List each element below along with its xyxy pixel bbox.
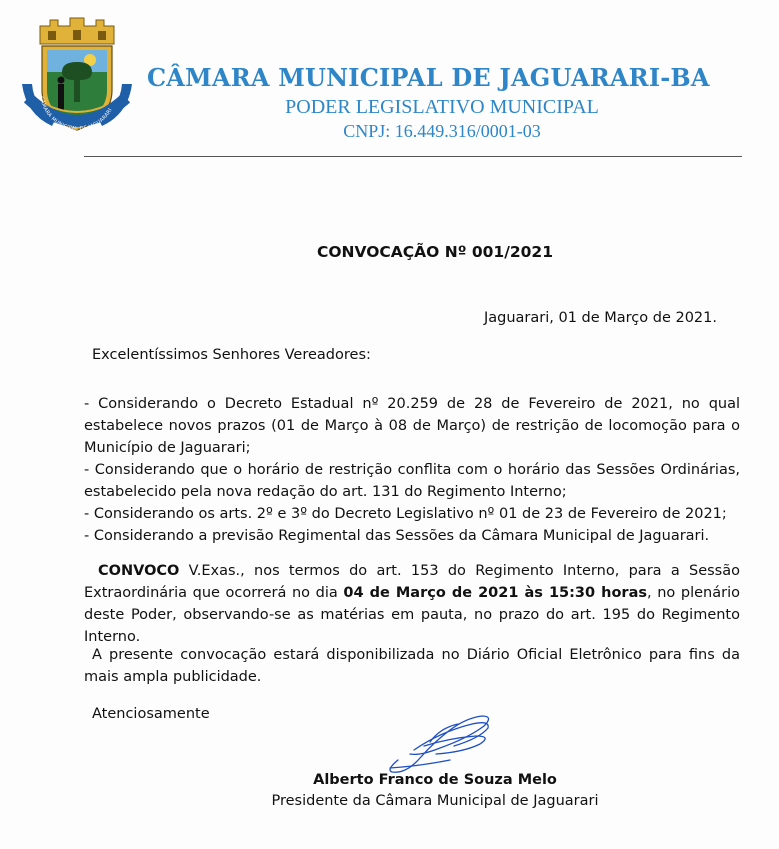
closing: Atenciosamente xyxy=(92,706,210,722)
chamber-title: CÂMARA MUNICIPAL DE JAGUARARI-BA xyxy=(147,63,710,92)
signer-role: Presidente da Câmara Municipal de Jaguarari xyxy=(271,793,599,809)
document-title: CONVOCAÇÃO Nº 001/2021 xyxy=(316,243,553,261)
chamber-subtitle: PODER LEGISLATIVO MUNICIPAL xyxy=(285,96,599,118)
header-divider xyxy=(84,156,742,157)
convoco-text-1: V.Exas., nos termos do art. 153 do Regimento Interno, para a Sessão Extraordinária que ocorrerá no dia xyxy=(84,563,740,601)
chamber-cnpj: CNPJ: 16.449.316/0001-03 xyxy=(343,121,541,141)
signer-name: Alberto Franco de Souza Melo xyxy=(313,772,557,788)
municipal-seal xyxy=(18,14,136,136)
salutation: Excelentíssimos Senhores Vereadores: xyxy=(92,347,371,363)
seal-ribbon-text: CÂMARA MUNICIPAL DE JAGUARARI xyxy=(38,96,114,133)
date-line: Jaguarari, 01 de Março de 2021. xyxy=(483,310,717,326)
handwritten-signature xyxy=(380,708,500,778)
crown-icon xyxy=(40,18,114,44)
convoco-text-2: , no plenário deste Poder, observando-se as matérias em pauta, no prazo do art. 195 do Regimento Interno. xyxy=(84,585,740,645)
considerando-item: - Considerando os arts. 2º e 3º do Decreto Legislativo nº 01 de 23 de Fevereiro de 2021; xyxy=(84,506,727,522)
convoco-lead: CONVOCO xyxy=(98,563,180,579)
session-datetime: 04 de Março de 2021 às 15:30 horas xyxy=(343,585,648,601)
publicity-paragraph xyxy=(84,644,740,688)
considerando-item: - Considerando o Decreto Estadual nº 20.259 de 28 de Fevereiro de 2021, no qual estabelece novos prazos (01 de Março à 08 de Março) de restrição de locomoção para o Município de Jaguarari; xyxy=(84,396,740,456)
considerando-item: - Considerando que o horário de restrição conflita com o horário das Sessões Ordinárias, estabelecido pela nova redação do art. 131 do Regimento Interno; xyxy=(84,462,740,500)
publicity-text: A presente convocação estará disponibilizada no Diário Oficial Eletrônico para fins da mais ampla publicidade. xyxy=(84,647,740,685)
considerandos-list xyxy=(84,393,740,547)
considerando-item: - Considerando a previsão Regimental das Sessões da Câmara Municipal de Jaguarari. xyxy=(84,528,710,544)
convoco-paragraph xyxy=(84,560,740,648)
